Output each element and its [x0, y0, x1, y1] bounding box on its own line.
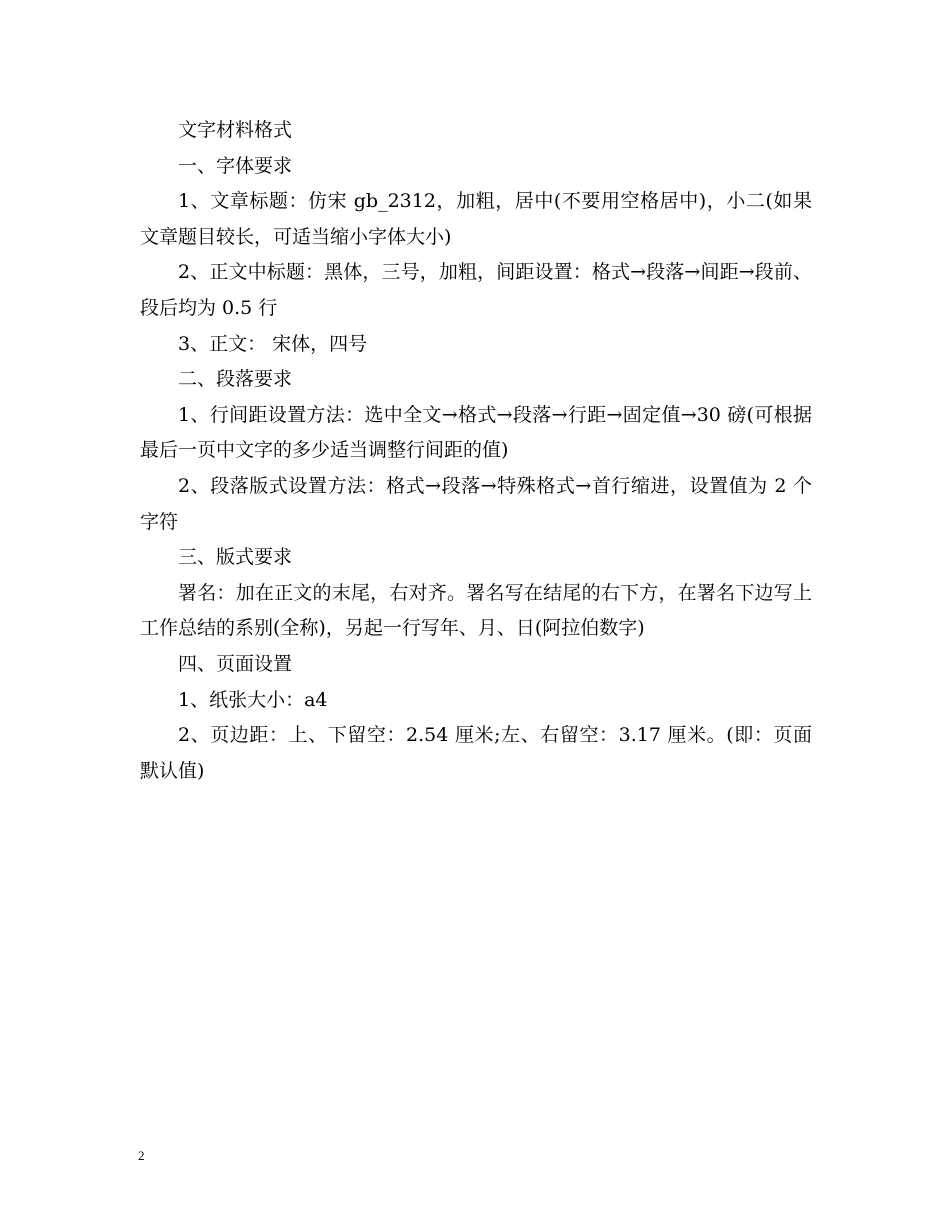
- paragraph-line-spacing: 1、行间距设置方法：选中全文→格式→段落→行距→固定值→30 磅(可根据最后一页中文字的多少适当调整行间距的值): [140, 403, 812, 462]
- paragraph-article-title: 1、文章标题：仿宋 gb_2312，加粗，居中(不要用空格居中)，小二(如果文章题目较长，可适当缩小字体大小): [140, 190, 812, 248]
- paragraph-body-text: 3、正文： 宋体，四号: [178, 332, 368, 355]
- doc-title: 文字材料格式: [178, 119, 293, 141]
- document-body: [140, 113, 812, 789]
- section-heading-page-setup: 四、页面设置: [178, 652, 293, 675]
- paragraph-indent: 2、段落版式设置方法：格式→段落→特殊格式→首行缩进，设置值为 2 个字符: [140, 474, 812, 533]
- section-heading-layout: 三、版式要求: [178, 546, 293, 569]
- paragraph-paper-size: 1、纸张大小：a4: [178, 688, 328, 711]
- paragraph-signature: 署名：加在正文的末尾，右对齐。署名写在结尾的右下方，在署名下边写上工作总结的系别(全称)，另起一行写年、月、日(阿拉伯数字): [140, 581, 812, 640]
- paragraph-margins: 2、页边距：上、下留空：2.54 厘米;左、右留空：3.17 厘米。(即：页面默认值): [140, 724, 812, 782]
- paragraph-body-heading: 2、正文中标题：黑体，三号，加粗，间距设置：格式→段落→间距→段前、段后均为 0.5 行: [140, 261, 812, 319]
- section-heading-font: 一、字体要求: [178, 154, 293, 177]
- section-heading-paragraph: 二、段落要求: [178, 368, 293, 391]
- page-number: 2: [138, 1148, 145, 1163]
